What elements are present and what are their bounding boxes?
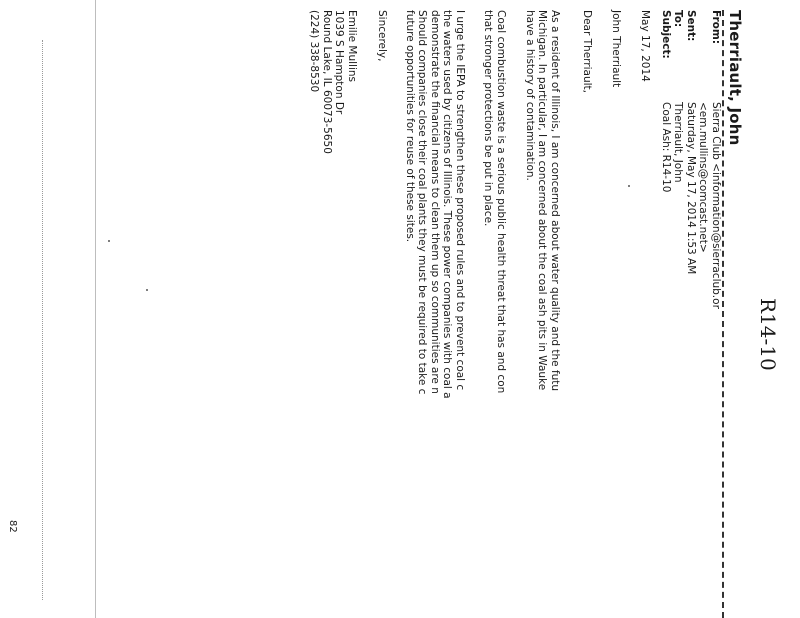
signature-name: Emilie Mullins [346,10,358,83]
letter-paragraph-2: Coal combustion waste is a serious public health threat that has and con that stronger protections be put in place. [482,10,507,394]
letter-salutation: Dear Therriault, [581,10,593,93]
letter-paragraph-1: As a resident of Illinois, I am concerned about water quality and the futu Michigan. In particular, I am concerned about the coal ash pits in Wauke have a history of contamination. [524,10,561,392]
letter-closing: Sincerely, [376,10,388,62]
signature-street: 1039 S Hampton Dr [333,10,346,115]
letter-recipient: John Therriault [610,10,622,88]
signature-block [308,10,358,154]
header-value: Therriault, John [672,102,685,183]
header-value: Saturday, May 17, 2014 1:53 AM [685,102,697,275]
header-value: Coal Ash: R14-10 [660,102,672,193]
page-number: 82 [7,520,18,533]
header-row-subject [660,10,673,309]
letter-paragraph-3: I urge the IEPA to strengthen these proposed rules and to prevent coal c the waters used by citizens of Illinois. These power companies with coal a demonstrate the financial means to clean them up so communities are n Should companies close their coal plants they must be required to take c future opportunities for reuse of these sites. [404,10,466,399]
header-row-from [710,10,723,309]
header-row-sent [685,10,698,309]
header-label [697,10,710,102]
header-row-from-cont [697,10,710,309]
header-value: <em.mullins@comcast.net> [697,102,710,253]
header-label: To: [672,10,685,28]
header-label: From: [710,10,722,45]
document-id: R14-10 [756,298,780,371]
header-label: Sent: [685,10,697,42]
sender-name-heading: Therriault, John [726,10,744,146]
header-rule [722,10,724,618]
signature-phone: (224) 338-8530 [308,10,321,93]
header-value: Sierra Club <information@sierraclub.or [710,102,722,309]
letter-date: May 17, 2014 [639,10,651,82]
email-headers [660,10,723,309]
signature-city: Round Lake, IL 60073-5650 [321,10,333,154]
header-label: Subject: [660,10,672,59]
header-row-to [672,10,685,309]
